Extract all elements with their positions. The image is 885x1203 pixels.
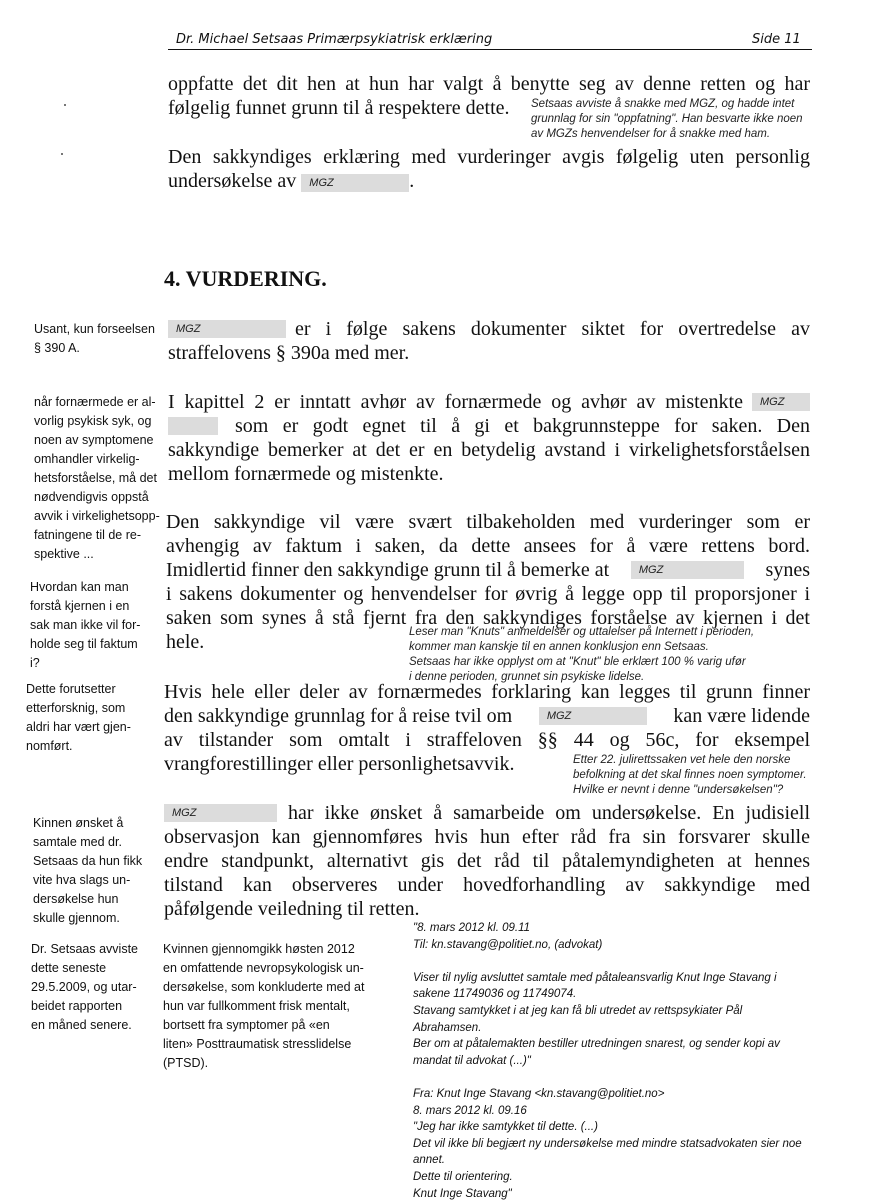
email-line: "8. mars 2012 kl. 09.11: [413, 922, 531, 934]
annotation-line: Setsaas har ikke opplyst om at "Knut" ble erklært 100 % varig ufør: [409, 656, 746, 668]
sidenote-line: holde seg til faktum: [30, 637, 138, 651]
page-header-title: Dr. Michael Setsaas Primærpsykiatrisk erklæring: [176, 32, 493, 47]
text-line: oppfatte det dit hen at hun har valgt å benytte seg av denne retten og har: [168, 73, 810, 95]
paragraph-2: [168, 145, 810, 193]
email-line: Stavang samtykket i at jeg kan få bli utredet av rettspsykiater Pål: [413, 1004, 743, 1017]
text-fragment: I kapittel 2 er inntatt avhør av fornærmede og avhør av mistenkte: [168, 391, 743, 413]
text-line: observasjon kan gjennomføres hvis hun efter råd fra sin forsvarer skulle: [164, 826, 810, 848]
sidenote-line: Kvinnen gjennomgikk høsten 2012: [163, 942, 355, 956]
sidenote-2: [34, 393, 160, 564]
sidenote-1: [34, 320, 155, 358]
text-line: mellom fornærmede og mistenkte.: [168, 463, 444, 485]
email-line: "Jeg har ikke samtykket til dette. (...): [413, 1121, 598, 1134]
text-line: Den sakkyndiges erklæring med vurderinger avgis følgelig uten personlig: [168, 146, 810, 168]
sidenote-line: etterforsknig, som: [26, 701, 126, 715]
annotation-lower: [573, 753, 807, 798]
sidenote-line: § 390 A.: [34, 341, 80, 355]
redaction-box: MGZ: [301, 174, 409, 192]
page-number: Side 11: [752, 32, 801, 47]
sidenote-line: forstå kjernen i en: [30, 599, 130, 613]
annotation-top: [531, 97, 803, 142]
paragraph-3: [168, 317, 810, 365]
text-line: endre standpunkt, alternativt gis det råd til påtalemyndigheten at hennes: [164, 850, 810, 872]
sidenote-line: avvik i virkelighetsopp-: [34, 509, 160, 523]
text-line: [168, 414, 810, 438]
sidenote-line: liten» Posttraumatisk stresslidelse: [163, 1037, 352, 1051]
sidenote-line: Kinnen ønsket å: [33, 816, 124, 830]
sidenote-4: [26, 680, 131, 756]
text-line: avhengig av faktum i saken, da dette ansees for å være rettens bord.: [166, 535, 810, 557]
sidenote-line: dersøkelse hun: [33, 892, 119, 906]
sidenote-line: Setsaas da hun fikk: [33, 854, 143, 868]
sidenote-line: nødvendigvis oppstå: [34, 490, 149, 504]
email-line: sakene 11749036 og 11749074.: [413, 988, 577, 1001]
sidenote-line: når fornærmede er al-: [34, 395, 156, 409]
text-line: [164, 801, 810, 825]
text-line: vrangforestillinger eller personlighetsavvik.: [164, 753, 515, 775]
text-fragment: er i følge sakens dokumenter siktet for overtredelse av: [295, 318, 810, 340]
text-fragment: kan være lidende: [673, 705, 810, 727]
annotation-line: av MGZs henvendelser for å snakke med ham.: [531, 128, 771, 140]
sidenote-line: Hvordan kan man: [30, 580, 129, 594]
email-line: [413, 1069, 853, 1086]
text-line: [168, 390, 810, 414]
text-fragment: .: [409, 170, 415, 192]
annotation-line: i denne perioden, grunnet sin psykiske lidelse.: [409, 671, 645, 683]
text-fragment: Imidlertid finner den sakkyndige grunn til å bemerke at: [166, 559, 610, 581]
text-fragment: undersøkelse av: [168, 170, 297, 192]
sidenote-3: [30, 578, 140, 673]
text-line: tilstand kan observeres under hovedforhandling av sakkyndige med: [164, 874, 810, 896]
sidenote-line: hetsforståelse, må det: [34, 471, 157, 485]
sidenote-line: vite hva slags un-: [33, 873, 131, 887]
sidenote-line: dette seneste: [31, 961, 107, 975]
email-line: annet.: [413, 1154, 445, 1167]
sidenote-line: hun var fullkomment frisk mentalt,: [163, 999, 350, 1013]
scan-speck: [61, 153, 63, 155]
sidenote-line: 29.5.2009, og utar-: [31, 980, 137, 994]
redaction-box: MGZ: [539, 707, 647, 725]
redaction-box: MGZ: [164, 804, 277, 822]
email-line: Abrahamsen.: [413, 1021, 482, 1034]
email-line: Fra: Knut Inge Stavang <kn.stavang@politiet.no>: [413, 1087, 665, 1100]
sidenote-line: fatningene til de re-: [34, 528, 142, 542]
paragraph-4: [168, 390, 810, 486]
paragraph-7: [164, 801, 810, 921]
sidenote-line: Dette forutsetter: [26, 682, 116, 696]
sidenote-line: bortsett fra symptomer på «en: [163, 1018, 330, 1032]
sidenote-line: skulle gjennom.: [33, 911, 120, 925]
annotation-line: Leser man "Knuts" anmeldelser og uttalelser på Internett i perioden,: [409, 626, 755, 638]
sidenote-line: omhandler virkelig-: [34, 452, 140, 466]
redaction-box: MGZ: [752, 393, 810, 411]
text-line: saken som synes å stå fjernt fra den sakkyndiges forståelse av kjernen i det: [166, 607, 810, 629]
sidenote-line: noen av symptomene: [34, 433, 154, 447]
sidenote-line: vorlig psykisk syk, og: [34, 414, 152, 428]
text-line: [168, 169, 810, 193]
annotation-line: kommer man kanskje til en annen konklusjon enn Setsaas.: [409, 641, 709, 653]
email-line: Til: kn.stavang@politiet.no, (advokat): [413, 938, 603, 951]
text-fragment: har ikke ønsket å samarbeide om undersøkelse. En judisiell: [288, 802, 810, 824]
sidenote-line: nomført.: [26, 739, 73, 753]
sidenote-line: aldri har vært gjen-: [26, 720, 131, 734]
sidenote-line: spektive ...: [34, 547, 94, 561]
header-rule: [168, 49, 812, 50]
section-heading: 4. VURDERING.: [164, 266, 327, 291]
text-line: følgelig funnet grunn til å respektere dette.: [168, 97, 510, 119]
email-line: Dette til orientering.: [413, 1170, 513, 1183]
sidenote-line: en måned senere.: [31, 1018, 132, 1032]
annotation-line: Setsaas avviste å snakke med MGZ, og hadde intet: [531, 98, 795, 110]
sidenote-6: [31, 940, 138, 1035]
email-line: 8. mars 2012 kl. 09.16: [413, 1104, 527, 1117]
sidenote-line: Dr. Setsaas avviste: [31, 942, 138, 956]
sidenote-7: [163, 940, 364, 1073]
redaction-box-blank: [168, 417, 218, 435]
annotation-line: Hvilke er nevnt i denne "undersøkelsen"?: [573, 784, 784, 796]
text-line: av tilstander som omtalt i straffeloven §§ 44 og 56c, for eksempel: [164, 729, 810, 751]
sidenote-line: en omfattende nevropsykologisk un-: [163, 961, 364, 975]
sidenote-line: i?: [30, 656, 40, 670]
sidenote-line: beidet rapporten: [31, 999, 123, 1013]
sidenote-line: samtale med dr.: [33, 835, 122, 849]
text-line: [166, 558, 810, 582]
text-fragment: synes: [765, 559, 810, 581]
sidenote-line: sak man ikke vil for-: [30, 618, 141, 632]
email-line: Det vil ikke bli begjært ny undersøkelse med mindre statsadvokaten sier noe: [413, 1137, 802, 1150]
email-line: Ber om at påtalemakten bestiller utredningen snarest, og sender kopi av: [413, 1038, 780, 1051]
text-line: [164, 704, 810, 728]
text-line: Hvis hele eller deler av fornærmedes forklaring kan legges til grunn finner: [164, 681, 810, 703]
text-line: straffelovens § 390a med mer.: [168, 342, 410, 364]
annotation-line: Etter 22. julirettssaken vet hele den norske: [573, 754, 791, 766]
text-line: i sakens dokumenter og henvendelser for øvrig å legge opp til proporsjoner i: [166, 583, 810, 605]
annotation-middle: [409, 625, 754, 685]
sidenote-5: [33, 814, 142, 928]
text-line: [168, 317, 810, 341]
sidenote-line: dersøkelse, som konkluderte med at: [163, 980, 365, 994]
redaction-box: MGZ: [168, 320, 286, 338]
text-line: påfølgende veiledning til retten.: [164, 898, 420, 920]
text-fragment: den sakkyndige grunnlag for å reise tvil om: [164, 705, 513, 727]
text-line: Den sakkyndige vil være svært tilbakeholden med vurderinger som er: [166, 511, 810, 533]
annotation-line: befolkning at det skal finnes noen symptomer.: [573, 769, 807, 781]
email-line: mandat til advokat (...)": [413, 1054, 531, 1067]
redaction-box: MGZ: [631, 561, 744, 579]
email-line: Viser til nylig avsluttet samtale med påtaleansvarlig Knut Inge Stavang i: [413, 971, 777, 984]
sidenote-line: (PTSD).: [163, 1056, 209, 1070]
annotation-line: grunnlag for sin "oppfatning". Han besvarte ikke noen: [531, 113, 803, 125]
scan-speck: [64, 104, 66, 106]
email-line: Knut Inge Stavang": [413, 1187, 512, 1200]
email-excerpt: [413, 920, 853, 1202]
text-fragment: som er godt egnet til å gi et bakgrunnsteppe for saken. Den: [235, 415, 810, 437]
email-line: [413, 953, 853, 970]
text-line: sakkyndige bemerker at det er en betydelig avstand i virkelighetsforståelsen: [168, 439, 810, 461]
sidenote-line: Usant, kun forseelsen: [34, 322, 155, 336]
text-line: hele.: [166, 631, 205, 653]
